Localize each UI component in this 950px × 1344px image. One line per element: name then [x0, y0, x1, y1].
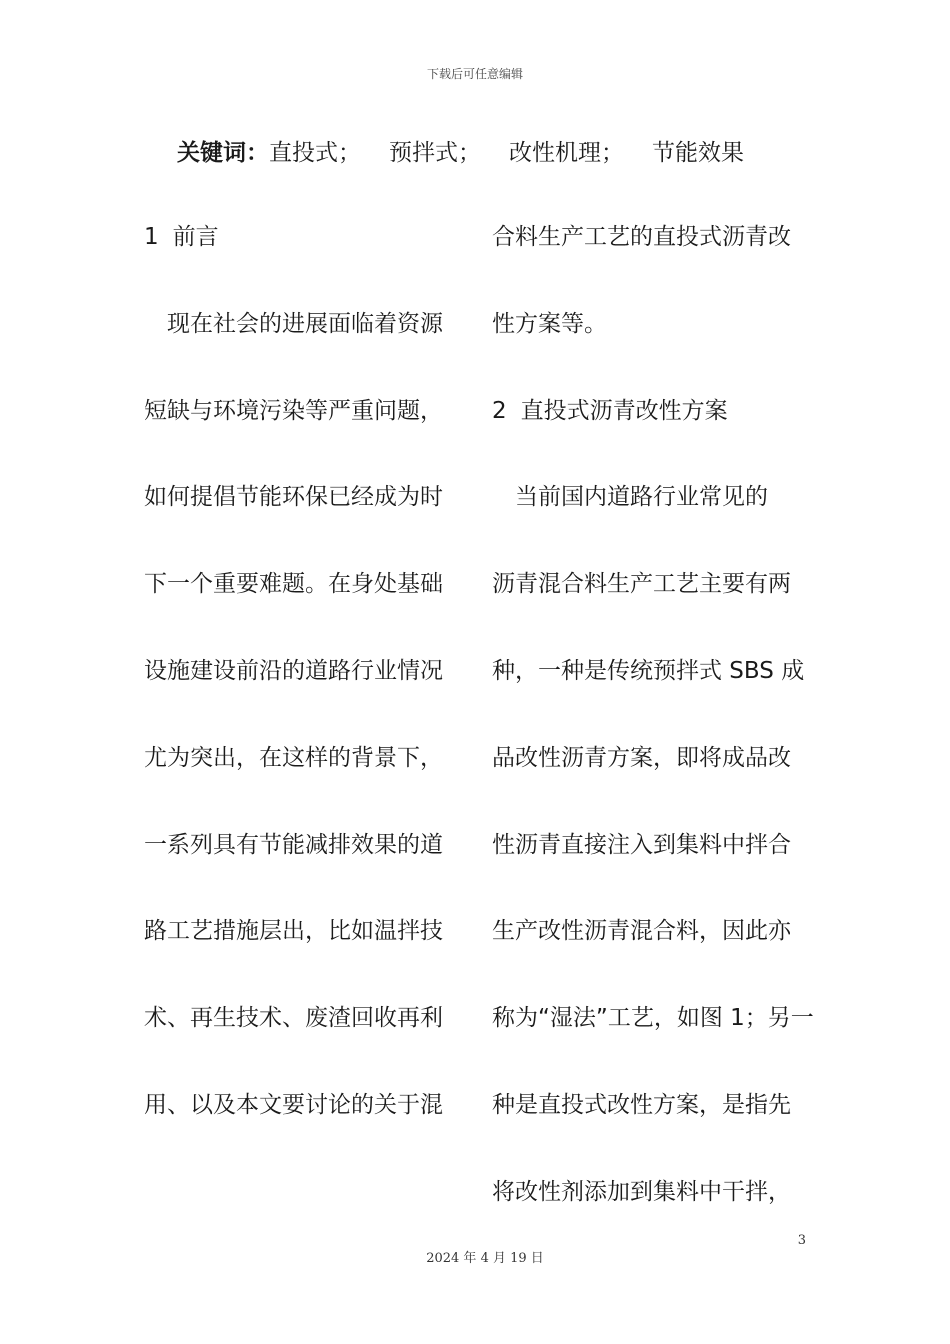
keyword-1: 直投式； — [269, 140, 361, 166]
page-number: 3 — [797, 1233, 806, 1248]
text-line: 设施建设前沿的道路行业情况 — [144, 657, 443, 684]
section-title: 前言 — [172, 224, 219, 250]
keywords-line — [177, 134, 772, 167]
text-line: 将改性剂添加到集料中干拌， — [492, 1178, 791, 1205]
text-line: 称为“湿法”工艺，如图 1；另一 — [492, 1005, 814, 1032]
keyword-3: 改性机理； — [509, 140, 624, 166]
text-line: 性沥青直接注入到集料中拌合 — [492, 831, 791, 858]
section-title: 直投式沥青改性方案 — [520, 397, 728, 424]
text-line: 路工艺措施层出，比如温拌技 — [144, 918, 443, 945]
text-line: 生产改性沥青混合料，因此亦 — [492, 918, 791, 945]
text-line: 如何提倡节能环保已经成为时 — [144, 484, 443, 511]
keyword-2: 预拌式； — [389, 140, 481, 166]
text-line: 合料生产工艺的直投式沥青改 — [492, 224, 791, 250]
text-line: 用、以及本文要讨论的关于混 — [144, 1091, 443, 1118]
page-header: 下载后可任意编辑 — [426, 67, 523, 81]
text-line: 一系列具有节能减排效果的道 — [144, 831, 443, 858]
text-line: 术、再生技术、废渣回收再利 — [144, 1005, 443, 1032]
left-column — [144, 218, 464, 1173]
text-line: 种是直投式改性方案，是指先 — [492, 1091, 791, 1118]
keyword-4: 节能效果 — [652, 140, 744, 166]
keywords-label: 关键词： — [177, 140, 269, 166]
text-line: 现在社会的进展面临着资源 — [144, 310, 443, 337]
section-heading-intro — [144, 218, 464, 305]
section-number: 1 — [144, 224, 159, 250]
text-line: 短缺与环境污染等严重问题， — [144, 397, 443, 424]
section-heading-method — [492, 392, 812, 479]
text-line: 性方案等。 — [492, 310, 607, 337]
section-number: 2 — [492, 397, 507, 424]
text-line: 下一个重要难题。在身处基础 — [144, 571, 443, 598]
text-line: 种，一种是传统预拌式 SBS 成 — [492, 657, 805, 684]
text-line: 品改性沥青方案，即将成品改 — [492, 744, 791, 771]
footer-date: 2024 年 4 月 19 日 — [426, 1251, 544, 1266]
text-line: 尤为突出，在这样的背景下， — [144, 744, 443, 771]
text-line: 当前国内道路行业常见的 — [492, 484, 768, 511]
text-line: 沥青混合料生产工艺主要有两 — [492, 571, 791, 598]
right-column — [492, 218, 812, 1260]
